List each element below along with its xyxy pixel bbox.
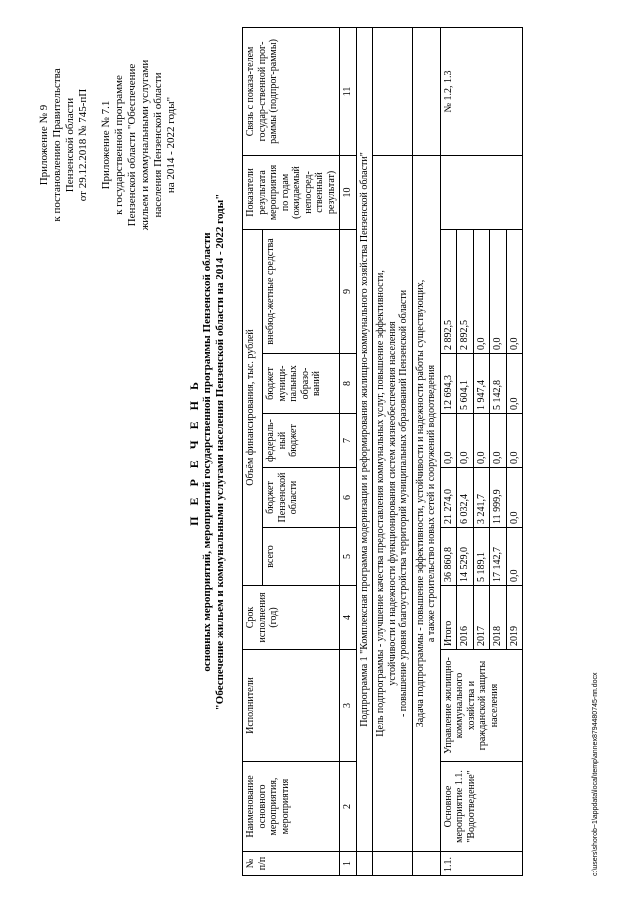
row-year: 2018	[490, 586, 507, 650]
header-name: Наименование основного мероприятия, мероприятия	[243, 762, 340, 852]
row-year: 2017	[473, 586, 490, 650]
row-extra: 2 892,5	[440, 229, 457, 353]
item-link: № 1.2, 1.3	[440, 27, 523, 155]
goal-line: - повышение уровня благоустройства территорий муниципальных образований Пензенской области	[398, 289, 409, 718]
goal-link-cell	[373, 27, 413, 155]
row-total: 17 142,7	[490, 528, 507, 586]
row-regional: 0,0	[506, 468, 523, 528]
header-gap	[90, 40, 100, 250]
row-regional: 6 032,4	[457, 468, 474, 528]
header-line: населения Пензенской области	[152, 72, 164, 218]
subprogram-title: Подпрограмма 1 "Комплексная программа модернизации и реформирования жилищно-коммунального хозяйства Пензенской области"	[356, 27, 373, 851]
col-number: 4	[340, 586, 357, 650]
row-year: 2016	[457, 586, 474, 650]
row-federal: 0,0	[506, 414, 523, 468]
item-num: 1.1.	[440, 852, 523, 876]
header-extra: внебюд-жетные средства	[263, 229, 340, 353]
task-line: Задача подпрограммы - повышение эффективности, устойчивости и надежности работы существующих,	[414, 279, 426, 728]
document-title	[188, 12, 227, 892]
item-indicators	[440, 155, 523, 229]
header-line: к государственной программе	[113, 75, 125, 215]
row-total: 36 860,8	[440, 528, 457, 586]
row-municipal: 12 694,3	[440, 354, 457, 414]
row-federal: 0,0	[473, 414, 490, 468]
row-regional: 11 999,9	[490, 468, 507, 528]
row-municipal: 5 142,8	[490, 354, 507, 414]
rotated-content	[20, 12, 610, 892]
header-line: к постановлению Правительства	[51, 68, 63, 222]
row-federal: 0,0	[440, 414, 457, 468]
goal-line: устойчивости и надежности функционирования систем жизнеобеспечения населения	[386, 321, 398, 686]
header-federal: федераль-ный бюджет	[263, 414, 340, 468]
item-name: Основное мероприятие 1.1. "Водоотведение"	[440, 762, 523, 852]
task-line: а также строительство новых сетей и сооружений водоотведения	[426, 364, 437, 643]
row-extra: 0,0	[506, 229, 523, 353]
col-number: 1	[340, 852, 357, 876]
goal-row	[373, 27, 413, 875]
header-line: Пензенской области	[64, 97, 76, 193]
row-federal: 0,0	[490, 414, 507, 468]
subprogram-row	[356, 27, 373, 875]
table-row	[440, 27, 457, 875]
row-total: 14 529,0	[457, 528, 474, 586]
col-number: 3	[340, 650, 357, 762]
row-regional: 3 241,7	[473, 468, 490, 528]
column-numbers-row	[340, 27, 357, 875]
header-municipal: бюджет муници-пальных образо-ваний	[263, 354, 340, 414]
item-exec: Управление жилищно-коммунального хозяйства и гражданской защиты населения	[440, 650, 523, 762]
header-regional: бюджет Пензенской области	[263, 468, 340, 528]
col-number: 7	[340, 414, 357, 468]
col-number: 11	[340, 27, 357, 155]
file-path-footer: c:\users\shorob~1\appdata\local\temp\annex8794480745-пп.docx	[592, 672, 599, 876]
header-finance: Объём финансирования, тыс. рублей	[243, 229, 263, 585]
header-link: Связь с показа-телем государ-ственной прог-раммы (подпрог-раммы)	[243, 27, 340, 155]
subprogram-num-cell	[356, 852, 373, 876]
col-number: 9	[340, 229, 357, 353]
col-number: 6	[340, 468, 357, 528]
header-exec: Исполнители	[243, 650, 340, 762]
row-regional: 21 274,0	[440, 468, 457, 528]
row-year: 2019	[506, 586, 523, 650]
row-total: 5 189,1	[473, 528, 490, 586]
col-number: 2	[340, 762, 357, 852]
header-line: Приложение № 7.1	[100, 100, 112, 190]
row-total: 0,0	[506, 528, 523, 586]
row-extra: 0,0	[473, 229, 490, 353]
goal-line: Цель подпрограммы - улучшение качества предоставления коммунальных услуг, повышение эффективности,	[375, 270, 386, 737]
title-line-2: основных мероприятий, мероприятий государственной программы Пензенской области	[201, 232, 213, 672]
header-num: № п/п	[243, 852, 340, 876]
header-line: от 29.12.2018 № 745-пП	[77, 88, 89, 202]
row-municipal: 0,0	[506, 354, 523, 414]
header-total: всего	[263, 528, 340, 586]
task-row	[412, 27, 440, 875]
subprogram-goal	[373, 155, 413, 851]
task-num-cell	[412, 852, 440, 876]
header-line: Приложение № 9	[38, 104, 50, 186]
subprogram-task	[412, 155, 440, 851]
row-municipal: 1 947,4	[473, 354, 490, 414]
activities-table	[242, 27, 523, 876]
appendix-header	[38, 40, 178, 250]
row-extra: 0,0	[490, 229, 507, 353]
header-line: Пензенской области "Обеспечение	[126, 63, 138, 227]
header-indicators: Показатели результата мероприятия по годам (ожидаемый непосред-ственный результат)	[243, 155, 340, 229]
header-term: Срок исполнения (год)	[243, 586, 340, 650]
task-link-cell	[412, 27, 440, 155]
col-number: 8	[340, 354, 357, 414]
row-municipal: 5 604,1	[457, 354, 474, 414]
header-line: на 2014 - 2022 годы"	[165, 96, 177, 194]
row-extra: 2 892,5	[457, 229, 474, 353]
col-number: 10	[340, 155, 357, 229]
goal-num-cell	[373, 852, 413, 876]
header-line: жильем и коммунальными услугами	[139, 59, 151, 231]
row-year: Итого	[440, 586, 457, 650]
col-number: 5	[340, 528, 357, 586]
header-row-1	[243, 27, 263, 875]
row-federal: 0,0	[457, 414, 474, 468]
title-line-1: П Е Р Е Ч Е Н Ь	[187, 378, 201, 526]
title-line-3: "Обеспечение жильем и коммунальными услугами населения Пензенской области на 2014 - 2022 годы"	[214, 193, 226, 711]
